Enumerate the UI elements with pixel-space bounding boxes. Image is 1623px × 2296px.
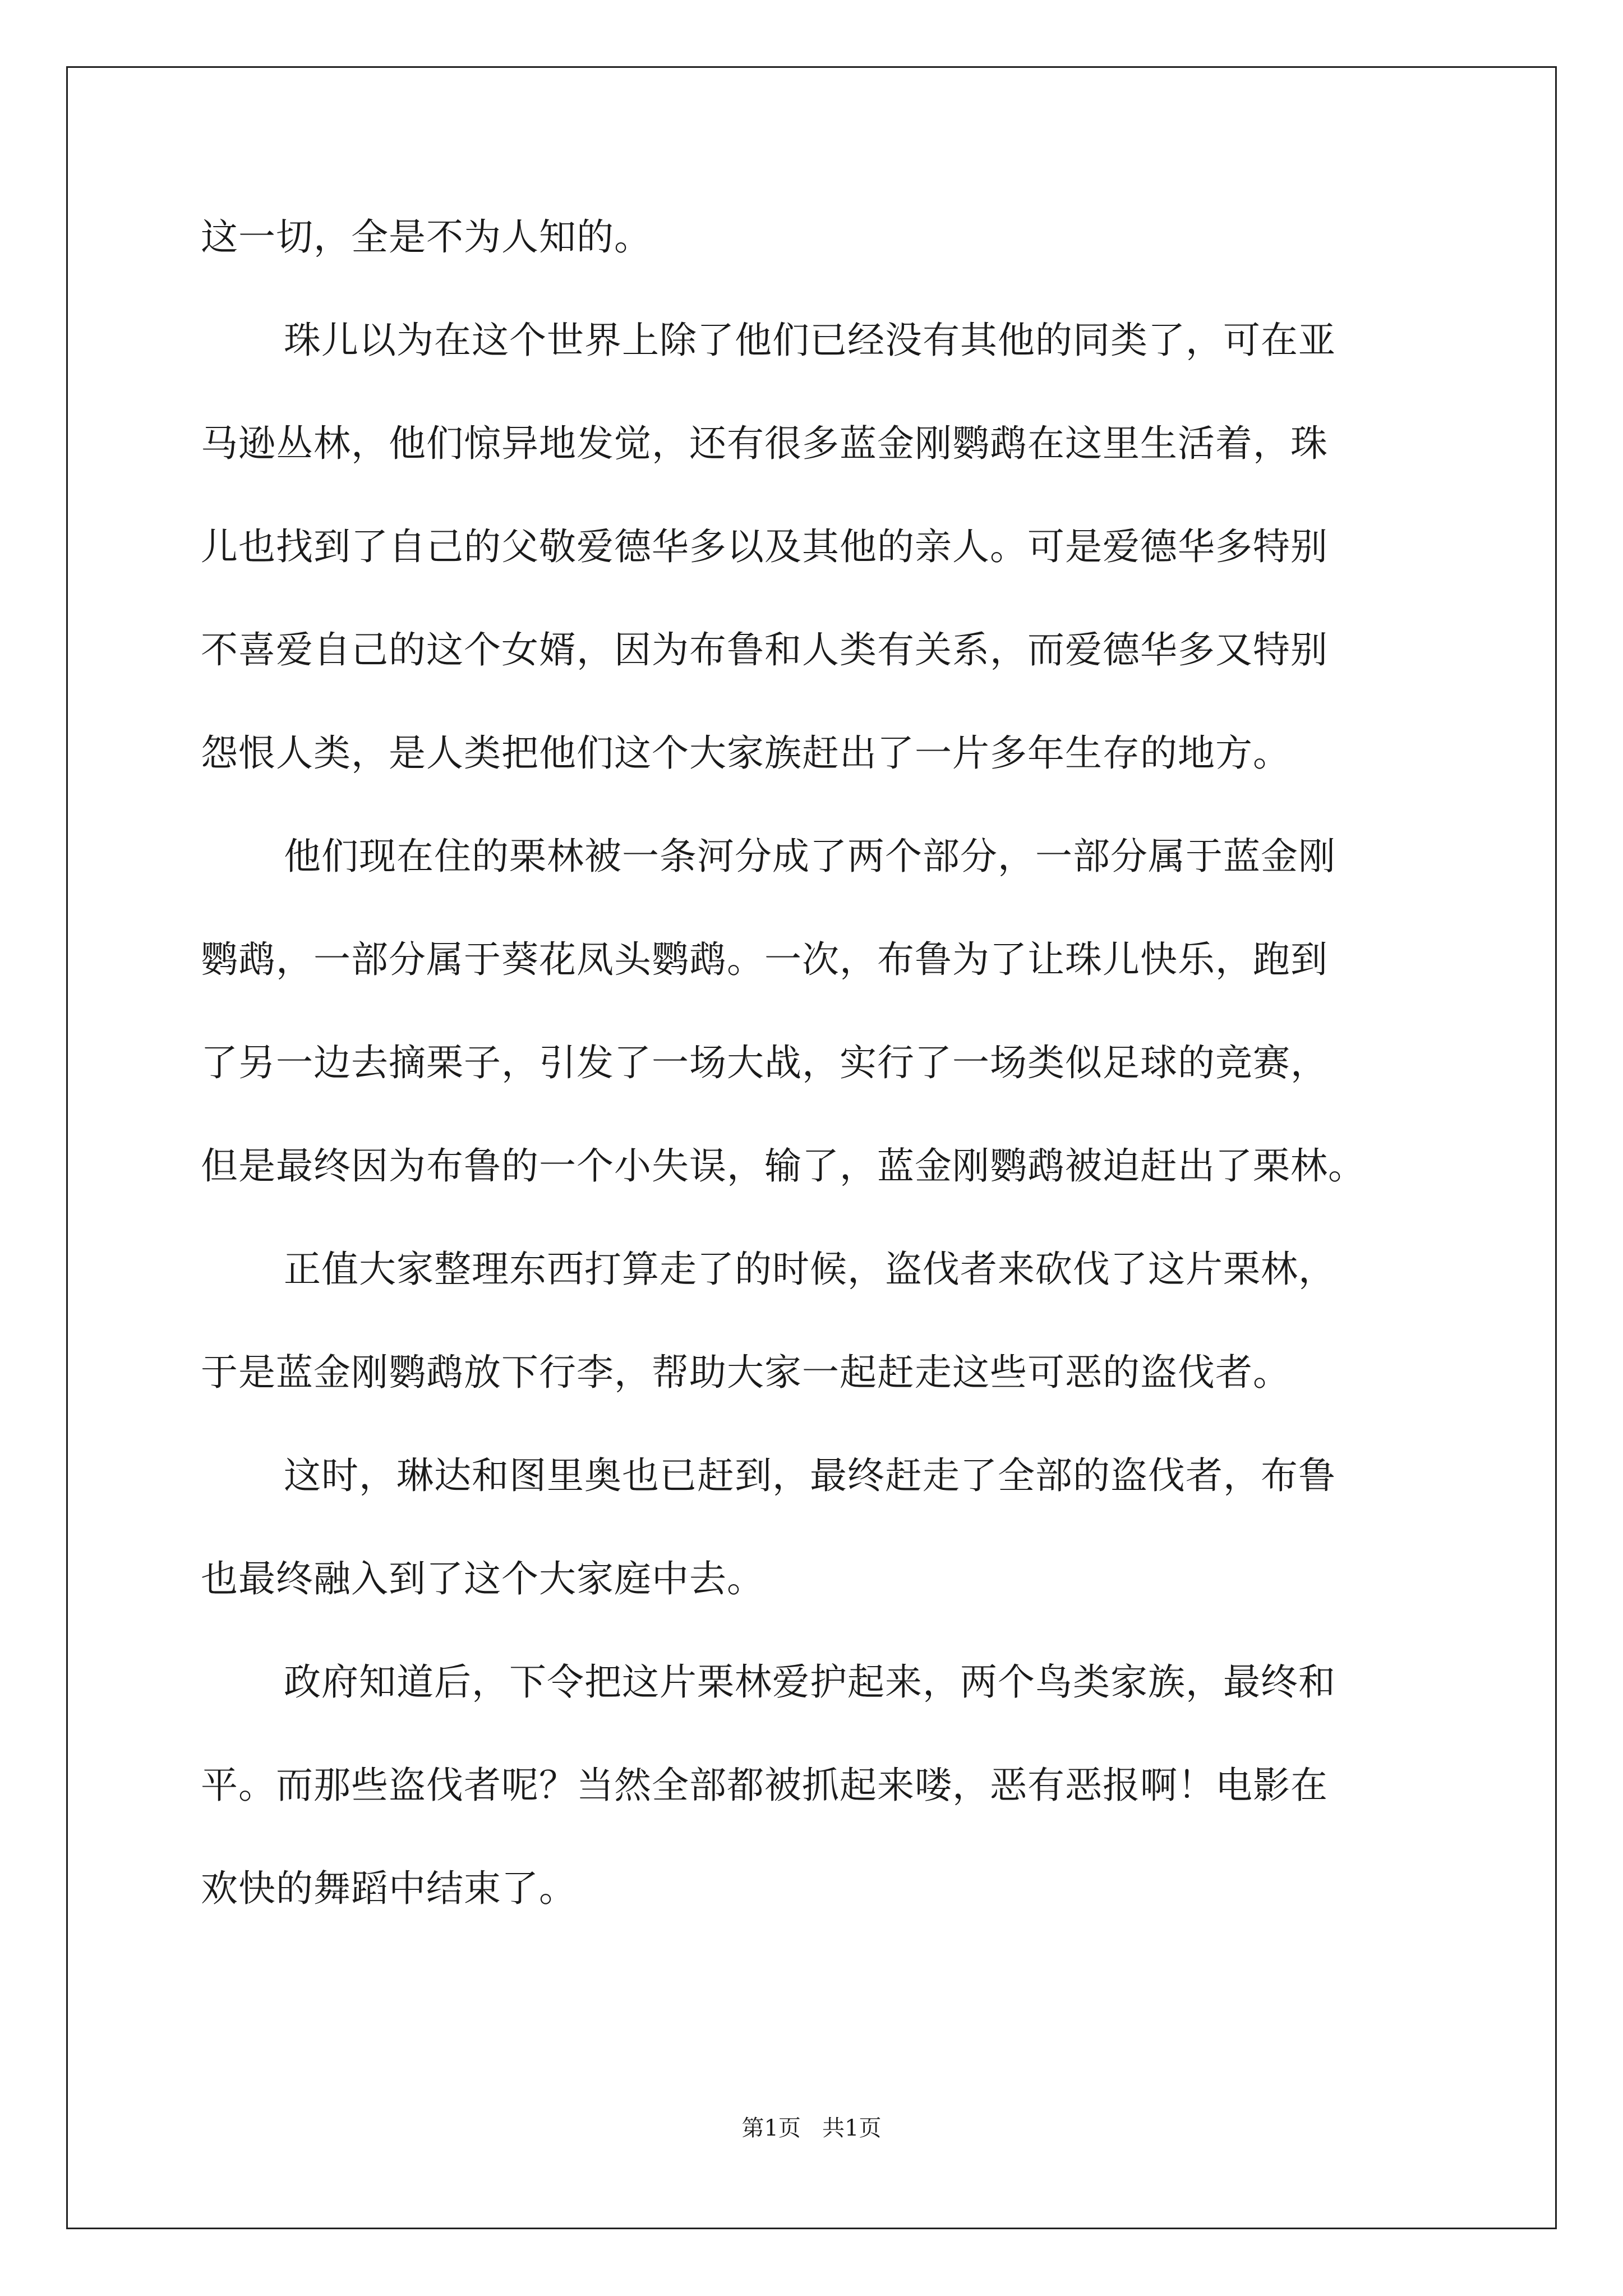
paragraph-line: 但是最终因为布鲁的一个小失误，输了，蓝金刚鹦鹉被迫赶出了栗林。 (201, 1144, 1366, 1188)
paragraph-line: 平。而那些盗伐者呢？当然全部都被抓起来喽，恶有恶报啊！电影在 (201, 1764, 1328, 1807)
paragraph-line: 不喜爱自己的这个女婿，因为布鲁和人类有关系，而爱德华多又特别 (201, 628, 1328, 671)
paragraph-line: 马逊丛林，他们惊异地发觉，还有很多蓝金刚鹦鹉在这里生活着，珠 (201, 422, 1328, 465)
paragraph-line: 也最终融入到了这个大家庭中去。 (201, 1557, 764, 1600)
paragraph-line: 欢快的舞蹈中结束了。 (201, 1867, 577, 1910)
paragraph-line: 他们现在住的栗林被一条河分成了两个部分，一部分属于蓝金刚 (284, 835, 1336, 878)
paragraph-line: 政府知道后，下令把这片栗林爱护起来，两个鸟类家族，最终和 (284, 1660, 1336, 1704)
paragraph-line: 儿也找到了自己的父敬爱德华多以及其他的亲人。可是爱德华多特别 (201, 525, 1328, 568)
paragraph-line: 怨恨人类，是人类把他们这个大家族赶出了一片多年生存的地方。 (201, 731, 1290, 775)
page-number-footer: 第1页 共1页 (741, 2115, 882, 2141)
paragraph-line: 鹦鹉，一部分属于葵花凤头鹦鹉。一次，布鲁为了让珠儿快乐，跑到 (201, 938, 1328, 981)
paragraph-line: 珠儿以为在这个世界上除了他们已经没有其他的同类了，可在亚 (284, 319, 1336, 362)
paragraph-line: 了另一边去摘栗子，引发了一场大战，实行了一场类似足球的竞赛， (201, 1041, 1328, 1084)
paragraph-line: 这时，琳达和图里奥也已赶到，最终赶走了全部的盗伐者，布鲁 (284, 1454, 1336, 1497)
paragraph-line: 这一切，全是不为人知的。 (201, 215, 652, 259)
document-body (201, 212, 1423, 1967)
paragraph-line: 正值大家整理东西打算走了的时候，盗伐者来砍伐了这片栗林， (284, 1248, 1336, 1291)
paragraph-line: 于是蓝金刚鹦鹉放下行李，帮助大家一起赶走这些可恶的盗伐者。 (201, 1351, 1290, 1394)
